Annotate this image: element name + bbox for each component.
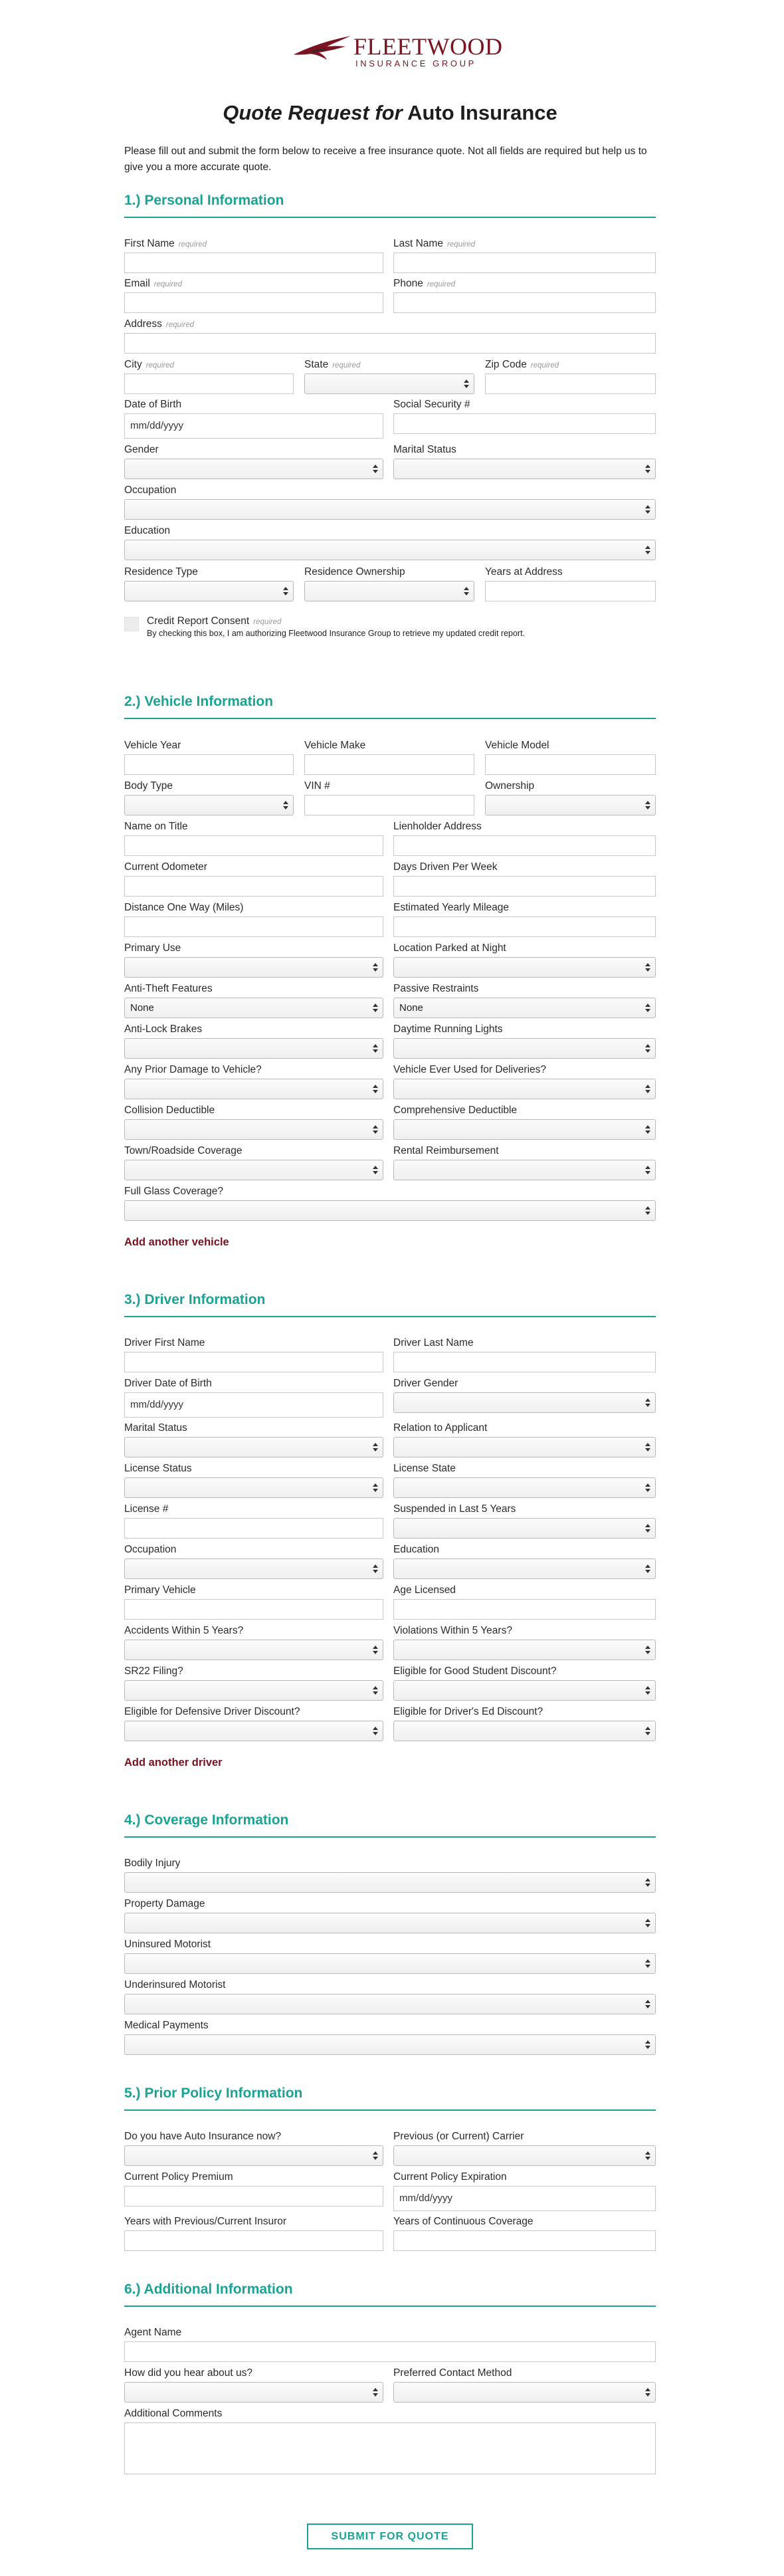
distance-input[interactable] (124, 916, 383, 937)
occupation-select[interactable] (124, 499, 656, 520)
residence-ownership-field: Residence Ownership (304, 566, 474, 601)
required-tag: required (153, 280, 182, 288)
contact-method-select[interactable] (393, 2382, 656, 2403)
expiration-input[interactable]: mm/dd/yyyy (393, 2186, 656, 2211)
property-damage-field: Property Damage (124, 1898, 656, 1933)
education-field: Education (124, 525, 656, 560)
heard-about-field: How did you hear about us? (124, 2367, 383, 2403)
property-damage-select[interactable] (124, 1913, 656, 1933)
select-arrows-icon (283, 587, 288, 595)
required-tag: required (427, 280, 456, 288)
residence-ownership-select[interactable] (304, 581, 474, 601)
section-vehicle-heading: 2.) Vehicle Information (124, 694, 656, 719)
years-insurer-input[interactable] (124, 2230, 383, 2251)
medical-payments-select[interactable] (124, 2034, 656, 2055)
select-arrows-icon (373, 2151, 378, 2160)
address-input[interactable] (124, 333, 656, 354)
odometer-field: Current Odometer (124, 861, 383, 897)
section-prior-heading: 5.) Prior Policy Information (124, 2086, 656, 2111)
select-arrows-icon (645, 1398, 650, 1407)
select-arrows-icon (283, 801, 288, 809)
dob-field: Date of Birth mm/dd/yyyy (124, 399, 383, 439)
suspended-field: Suspended in Last 5 Years (393, 1503, 656, 1539)
select-arrows-icon (645, 1727, 650, 1735)
bodily-injury-field: Bodily Injury (124, 1858, 656, 1893)
select-arrows-icon (645, 505, 650, 514)
agent-name-input[interactable] (124, 2341, 656, 2362)
page-title (124, 101, 656, 125)
years-insurer-field: Years with Previous/Current Insuror (124, 2216, 383, 2251)
select-arrows-icon (645, 1564, 650, 1573)
vehicle-make-field: Vehicle Make (304, 740, 474, 775)
drivers-ed-field: Eligible for Driver's Ed Discount? (393, 1706, 656, 1741)
select-arrows-icon (645, 2000, 650, 2008)
driver-dob-input[interactable]: mm/dd/yyyy (124, 1392, 383, 1418)
anti-theft-select[interactable]: None (124, 998, 383, 1018)
first-name-field: First Name required (124, 238, 383, 273)
vehicle-year-input[interactable] (124, 754, 294, 775)
driver-occupation-field: Occupation (124, 1544, 383, 1579)
select-arrows-icon (645, 963, 650, 972)
relation-field: Relation to Applicant (393, 1422, 656, 1457)
phone-field: Phone required (393, 278, 656, 313)
select-arrows-icon (645, 1004, 650, 1012)
vehicle-year-field: Vehicle Year (124, 740, 294, 775)
uninsured-select[interactable] (124, 1953, 656, 1974)
violations-select[interactable] (393, 1640, 656, 1660)
premium-field: Current Policy Premium (124, 2171, 383, 2206)
primary-vehicle-input[interactable] (124, 1599, 383, 1620)
section-additional-heading: 6.) Additional Information (124, 2282, 656, 2307)
required-tag: required (530, 362, 559, 370)
continuous-coverage-field: Years of Continuous Coverage (393, 2216, 656, 2251)
credit-consent (124, 615, 656, 642)
select-arrows-icon (645, 1125, 650, 1134)
has-insurance-field: Do you have Auto Insurance now? (124, 2131, 383, 2166)
zip-field: Zip Code required (485, 359, 656, 394)
select-arrows-icon (373, 1085, 378, 1093)
accidents-select[interactable] (124, 1640, 383, 1660)
driver-education-field: Education (393, 1544, 656, 1579)
license-status-field: License Status (124, 1463, 383, 1498)
age-licensed-input[interactable] (393, 1599, 656, 1620)
daytime-lights-select[interactable] (393, 1038, 656, 1059)
comments-textarea[interactable] (124, 2422, 656, 2474)
state-select[interactable] (304, 374, 474, 394)
suspended-select[interactable] (393, 1518, 656, 1539)
uninsured-field: Uninsured Motorist (124, 1939, 656, 1974)
city-input[interactable] (124, 374, 294, 394)
phone-input[interactable] (393, 292, 656, 313)
drivers-ed-select[interactable] (393, 1721, 656, 1741)
select-arrows-icon (373, 1166, 378, 1174)
section-driver-heading: 3.) Driver Information (124, 1292, 656, 1317)
select-arrows-icon (645, 546, 650, 554)
select-arrows-icon (373, 963, 378, 972)
vehicle-model-field: Vehicle Model (485, 740, 656, 775)
select-arrows-icon (645, 1878, 650, 1887)
primary-use-select[interactable] (124, 957, 383, 978)
select-arrows-icon (645, 1524, 650, 1533)
daytime-lights-field: Daytime Running Lights (393, 1023, 656, 1059)
vin-field: VIN # (304, 780, 474, 815)
medical-payments-field: Medical Payments (124, 2020, 656, 2055)
credit-consent-description: By checking this box, I am authorizing Fleetwood Insurance Group to retrieve my updated credit report. (147, 629, 526, 638)
glass-field: Full Glass Coverage? (124, 1186, 656, 1221)
select-arrows-icon (373, 1004, 378, 1012)
ssn-input[interactable] (393, 413, 656, 434)
brand-subtitle: INSURANCE GROUP (355, 58, 476, 68)
anti-theft-field: Anti-Theft Features None (124, 983, 383, 1018)
credit-consent-checkbox[interactable] (124, 617, 139, 631)
agent-name-field: Agent Name (124, 2327, 656, 2362)
select-arrows-icon (645, 801, 650, 809)
odometer-input[interactable] (124, 876, 383, 897)
good-student-field: Eligible for Good Student Discount? (393, 1665, 656, 1701)
zip-input[interactable] (485, 374, 656, 394)
sr22-select[interactable] (124, 1680, 383, 1701)
glass-select[interactable] (124, 1200, 656, 1221)
license-state-field: License State (393, 1463, 656, 1498)
continuous-coverage-input[interactable] (393, 2230, 656, 2251)
driver-marital-select[interactable] (124, 1437, 383, 1457)
passive-restraints-select[interactable]: None (393, 998, 656, 1018)
first-name-input[interactable] (124, 253, 383, 273)
anti-lock-select[interactable] (124, 1038, 383, 1059)
add-vehicle-link[interactable]: Add another vehicle (124, 1236, 229, 1248)
select-arrows-icon (373, 1443, 378, 1451)
ownership-field: Ownership (485, 780, 656, 815)
years-at-address-input[interactable] (485, 581, 656, 601)
body-type-select[interactable] (124, 795, 294, 815)
select-arrows-icon (373, 1646, 378, 1654)
select-arrows-icon (645, 1206, 650, 1215)
required-tag: required (178, 241, 207, 249)
collision-select[interactable] (124, 1119, 383, 1140)
select-arrows-icon (464, 379, 469, 388)
address-field: Address required (124, 318, 656, 354)
vin-input[interactable] (304, 795, 474, 815)
expiration-field: Current Policy Expiration mm/dd/yyyy (393, 2171, 656, 2211)
select-arrows-icon (645, 2151, 650, 2160)
driver-first-name-field: Driver First Name (124, 1337, 383, 1372)
title-strong: Auto Insurance (407, 101, 557, 124)
select-arrows-icon (645, 1166, 650, 1174)
name-on-title-input[interactable] (124, 835, 383, 856)
select-arrows-icon (373, 1483, 378, 1492)
required-tag: required (165, 321, 195, 329)
underinsured-select[interactable] (124, 1994, 656, 2014)
title-prefix: Quote Request for (223, 101, 403, 124)
license-state-select[interactable] (393, 1477, 656, 1498)
gender-select[interactable] (124, 459, 383, 479)
state-field: State required (304, 359, 474, 394)
select-arrows-icon (464, 587, 469, 595)
vehicle-make-input[interactable] (304, 754, 474, 775)
days-driven-input[interactable] (393, 876, 656, 897)
underinsured-field: Underinsured Motorist (124, 1979, 656, 2014)
driver-dob-field: Driver Date of Birth mm/dd/yyyy (124, 1378, 383, 1418)
ssn-field: Social Security # (393, 399, 656, 434)
select-arrows-icon (373, 1686, 378, 1695)
select-arrows-icon (645, 1959, 650, 1968)
age-licensed-field: Age Licensed (393, 1584, 656, 1620)
select-arrows-icon (645, 1085, 650, 1093)
parked-field: Location Parked at Night (393, 942, 656, 978)
driver-first-name-input[interactable] (124, 1352, 383, 1372)
vehicle-model-input[interactable] (485, 754, 656, 775)
collision-field: Collision Deductible (124, 1105, 383, 1140)
towing-select[interactable] (124, 1160, 383, 1180)
city-field: City required (124, 359, 294, 394)
intro-text: Please fill out and submit the form below to receive a free insurance quote. Not all fields are required but help us to give you a more accurate quote. (124, 146, 647, 173)
submit-button[interactable]: SUBMIT FOR QUOTE (307, 2523, 473, 2549)
gender-field: Gender (124, 444, 383, 479)
lienholder-input[interactable] (393, 835, 656, 856)
select-arrows-icon (373, 1044, 378, 1053)
yearly-mileage-field: Estimated Yearly Mileage (393, 902, 656, 937)
accidents-field: Accidents Within 5 Years? (124, 1625, 383, 1660)
email-input[interactable] (124, 292, 383, 313)
lienholder-field: Lienholder Address (393, 821, 656, 856)
primary-vehicle-field: Primary Vehicle (124, 1584, 383, 1620)
required-tag: required (446, 241, 476, 249)
relation-select[interactable] (393, 1437, 656, 1457)
driver-education-select[interactable] (393, 1558, 656, 1579)
select-arrows-icon (373, 1125, 378, 1134)
name-on-title-field: Name on Title (124, 821, 383, 856)
residence-type-select[interactable] (124, 581, 294, 601)
last-name-field: Last Name required (393, 238, 656, 273)
primary-use-field: Primary Use (124, 942, 383, 978)
brand-name: FLEETWOOD (353, 33, 503, 60)
select-arrows-icon (645, 1443, 650, 1451)
select-arrows-icon (645, 1919, 650, 1927)
anti-lock-field: Anti-Lock Brakes (124, 1023, 383, 1059)
comprehensive-select[interactable] (393, 1119, 656, 1140)
select-arrows-icon (373, 465, 378, 473)
rental-field: Rental Reimbursement (393, 1145, 656, 1180)
eagle-icon (292, 35, 353, 61)
marital-field: Marital Status (393, 444, 656, 479)
select-arrows-icon (645, 2040, 650, 2049)
good-student-select[interactable] (393, 1680, 656, 1701)
required-tag: required (332, 362, 361, 370)
deliveries-select[interactable] (393, 1079, 656, 1099)
section-coverage-heading: 4.) Coverage Information (124, 1812, 656, 1838)
heard-about-select[interactable] (124, 2382, 383, 2403)
passive-restraints-field: Passive Restraints None (393, 983, 656, 1018)
driver-marital-field: Marital Status (124, 1422, 383, 1457)
email-field: Email required (124, 278, 383, 313)
last-name-input[interactable] (393, 253, 656, 273)
education-select[interactable] (124, 540, 656, 560)
select-arrows-icon (373, 2388, 378, 2397)
body-type-field: Body Type (124, 780, 294, 815)
comprehensive-field: Comprehensive Deductible (393, 1105, 656, 1140)
select-arrows-icon (645, 465, 650, 473)
distance-field: Distance One Way (Miles) (124, 902, 383, 937)
has-insurance-select[interactable] (124, 2145, 383, 2166)
driver-last-name-field: Driver Last Name (393, 1337, 656, 1372)
dob-input[interactable]: mm/dd/yyyy (124, 413, 383, 439)
license-status-select[interactable] (124, 1477, 383, 1498)
premium-input[interactable] (124, 2186, 383, 2206)
prior-damage-field: Any Prior Damage to Vehicle? (124, 1064, 383, 1099)
years-at-address-field: Years at Address (485, 566, 656, 601)
parked-select[interactable] (393, 957, 656, 978)
select-arrows-icon (645, 1483, 650, 1492)
sr22-field: SR22 Filing? (124, 1665, 383, 1701)
select-arrows-icon (373, 1564, 378, 1573)
add-driver-link[interactable]: Add another driver (124, 1757, 223, 1769)
select-arrows-icon (373, 1727, 378, 1735)
select-arrows-icon (645, 1686, 650, 1695)
fleetwood-logo (292, 32, 503, 72)
license-number-input[interactable] (124, 1518, 383, 1539)
credit-consent-title: Credit Report Consent required (147, 615, 282, 627)
days-driven-field: Days Driven Per Week (393, 861, 656, 897)
select-arrows-icon (645, 1044, 650, 1053)
driver-gender-select[interactable] (393, 1392, 656, 1413)
license-number-field: License # (124, 1503, 383, 1539)
towing-field: Town/Roadside Coverage (124, 1145, 383, 1180)
comments-field: Additional Comments (124, 2408, 656, 2474)
ownership-select[interactable] (485, 795, 656, 815)
marital-select[interactable] (393, 459, 656, 479)
prior-damage-select[interactable] (124, 1079, 383, 1099)
driver-occupation-select[interactable] (124, 1558, 383, 1579)
defensive-driver-select[interactable] (124, 1721, 383, 1741)
carrier-select[interactable] (393, 2145, 656, 2166)
contact-method-field: Preferred Contact Method (393, 2367, 656, 2403)
select-arrows-icon (645, 1646, 650, 1654)
occupation-field: Occupation (124, 484, 656, 520)
rental-select[interactable] (393, 1160, 656, 1180)
driver-gender-field: Driver Gender (393, 1378, 656, 1413)
residence-type-field: Residence Type (124, 566, 294, 601)
section-personal-heading: 1.) Personal Information (124, 193, 656, 218)
bodily-injury-select[interactable] (124, 1872, 656, 1893)
carrier-field: Previous (or Current) Carrier (393, 2131, 656, 2166)
violations-field: Violations Within 5 Years? (393, 1625, 656, 1660)
required-tag: required (146, 362, 174, 370)
defensive-driver-field: Eligible for Defensive Driver Discount? (124, 1706, 383, 1741)
select-arrows-icon (645, 2388, 650, 2397)
yearly-mileage-input[interactable] (393, 916, 656, 937)
driver-last-name-input[interactable] (393, 1352, 656, 1372)
deliveries-field: Vehicle Ever Used for Deliveries? (393, 1064, 656, 1099)
required-tag: required (253, 618, 282, 626)
